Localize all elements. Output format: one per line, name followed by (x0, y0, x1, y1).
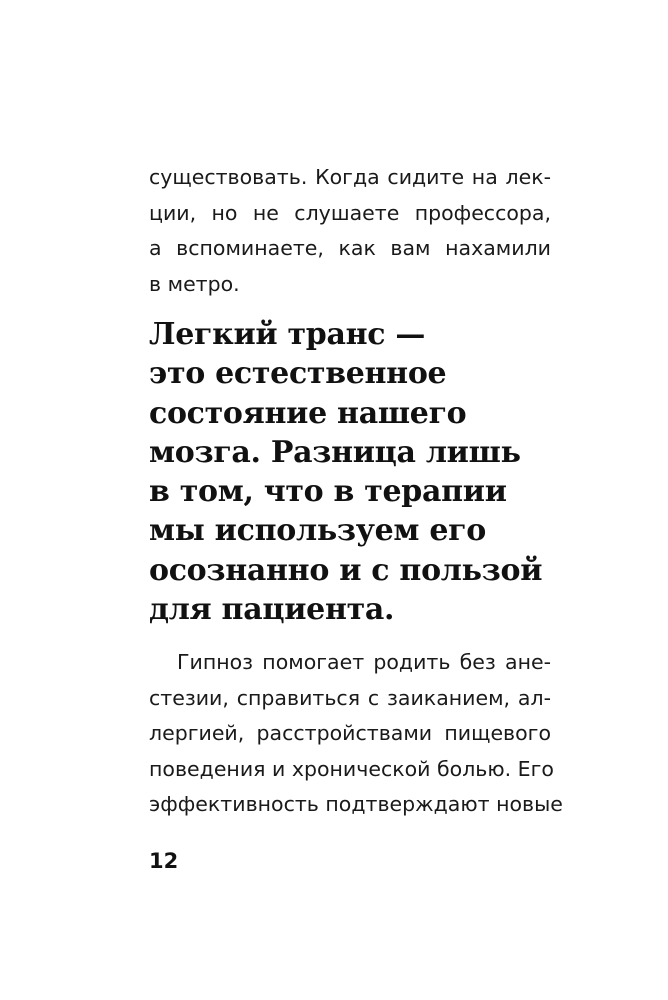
pull-quote-line: состояние нашего (149, 395, 467, 431)
text-line: поведения и хронической болью. Его (149, 756, 554, 781)
text-line: а вспоминаете, как вам нахамили (149, 236, 551, 260)
pull-quote-line: в том, что в терапии (149, 474, 507, 510)
body-paragraph-bottom (149, 645, 563, 823)
pull-quote-line: мы используем его (149, 513, 486, 549)
pull-quote-line: Легкий транс — (149, 317, 426, 352)
pull-quote (149, 315, 569, 629)
text-line: в метро. (149, 271, 240, 296)
text-line: ции, но не слушаете профессора, (149, 200, 551, 225)
pull-quote-line: для пациента. (149, 592, 395, 628)
page-number: 12 (149, 849, 179, 873)
text-line: Гипноз помогает родить без ане- (177, 650, 551, 674)
body-paragraph-top (149, 160, 551, 302)
text-line: лергией, расстройствами пищевого (149, 721, 551, 745)
pull-quote-line: это естественное (149, 356, 447, 392)
text-line: существовать. Когда сидите на лек- (149, 165, 551, 189)
pull-quote-line: осознанно и с пользой (149, 552, 543, 588)
text-line: эффективность подтверждают новые (149, 792, 563, 816)
text-line: стезии, справиться с заиканием, ал- (149, 685, 551, 710)
pull-quote-line: мозга. Разница лишь (149, 434, 521, 470)
